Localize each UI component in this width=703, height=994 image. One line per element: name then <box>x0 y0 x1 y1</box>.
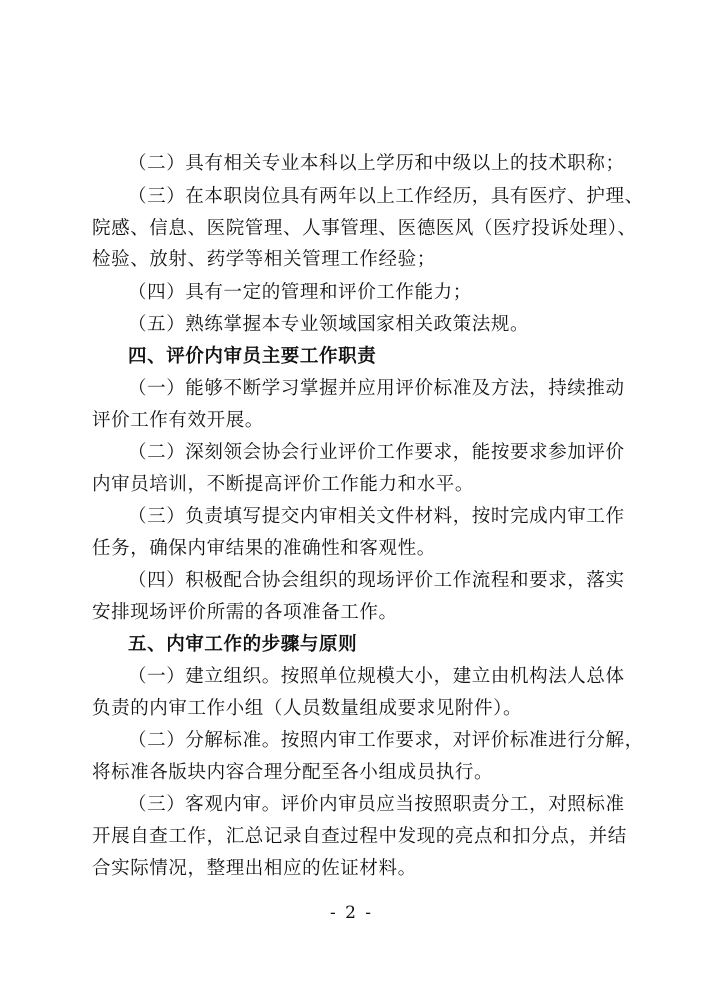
text-line: （一）建立组织。按照单位规模大小，建立由机构法人总体 <box>128 666 625 687</box>
text-line: 合实际情况，整理出相应的佐证材料。 <box>92 858 417 879</box>
text-line: （三）负责填写提交内审相关文件材料，按时完成内审工作 <box>128 506 625 527</box>
text-line: 检验、放射、药学等相关管理工作经验； <box>92 249 436 270</box>
text-line: 内审员培训，不断提高评价工作能力和水平。 <box>92 474 475 495</box>
text-line: （三）客观内审。评价内审员应当按照职责分工，对照标准 <box>128 794 625 815</box>
text-line: （五）熟练掌握本专业领域国家相关政策法规。 <box>128 314 530 335</box>
text-line: （二）深刻领会协会行业评价工作要求，能按要求参加评价 <box>128 442 625 463</box>
text-line: （四）积极配合协会组织的现场评价工作流程和要求，落实 <box>128 570 625 591</box>
text-line: （二）分解标准。按照内审工作要求，对评价标准进行分解， <box>128 730 644 751</box>
page-number: - 2 - <box>329 903 374 923</box>
text-line: 安排现场评价所需的各项准备工作。 <box>92 602 398 623</box>
text-line: 院感、信息、医院管理、人事管理、医德医风（医疗投诉处理）、 <box>92 218 637 239</box>
text-line: （三）在本职岗位具有两年以上工作经历，具有医疗、护理、 <box>128 186 644 207</box>
text-line: 开展自查工作，汇总记录自查过程中发现的亮点和扣分点，并结 <box>92 826 627 847</box>
text-line: （一）能够不断学习掌握并应用评价标准及方法，持续推动 <box>128 378 625 399</box>
text-line: （二）具有相关专业本科以上学历和中级以上的技术职称； <box>128 153 625 174</box>
text-line: 将标准各版块内容合理分配至各小组成员执行。 <box>92 762 494 783</box>
section-heading: 五、内审工作的步骤与原则 <box>128 634 358 655</box>
section-heading: 四、评价内审员主要工作职责 <box>128 346 377 367</box>
text-line: （四）具有一定的管理和评价工作能力； <box>128 282 472 303</box>
text-line: 任务，确保内审结果的准确性和客观性。 <box>92 538 436 559</box>
text-line: 评价工作有效开展。 <box>92 410 264 431</box>
text-line: 负责的内审工作小组（人员数量组成要求见附件）。 <box>92 698 523 719</box>
